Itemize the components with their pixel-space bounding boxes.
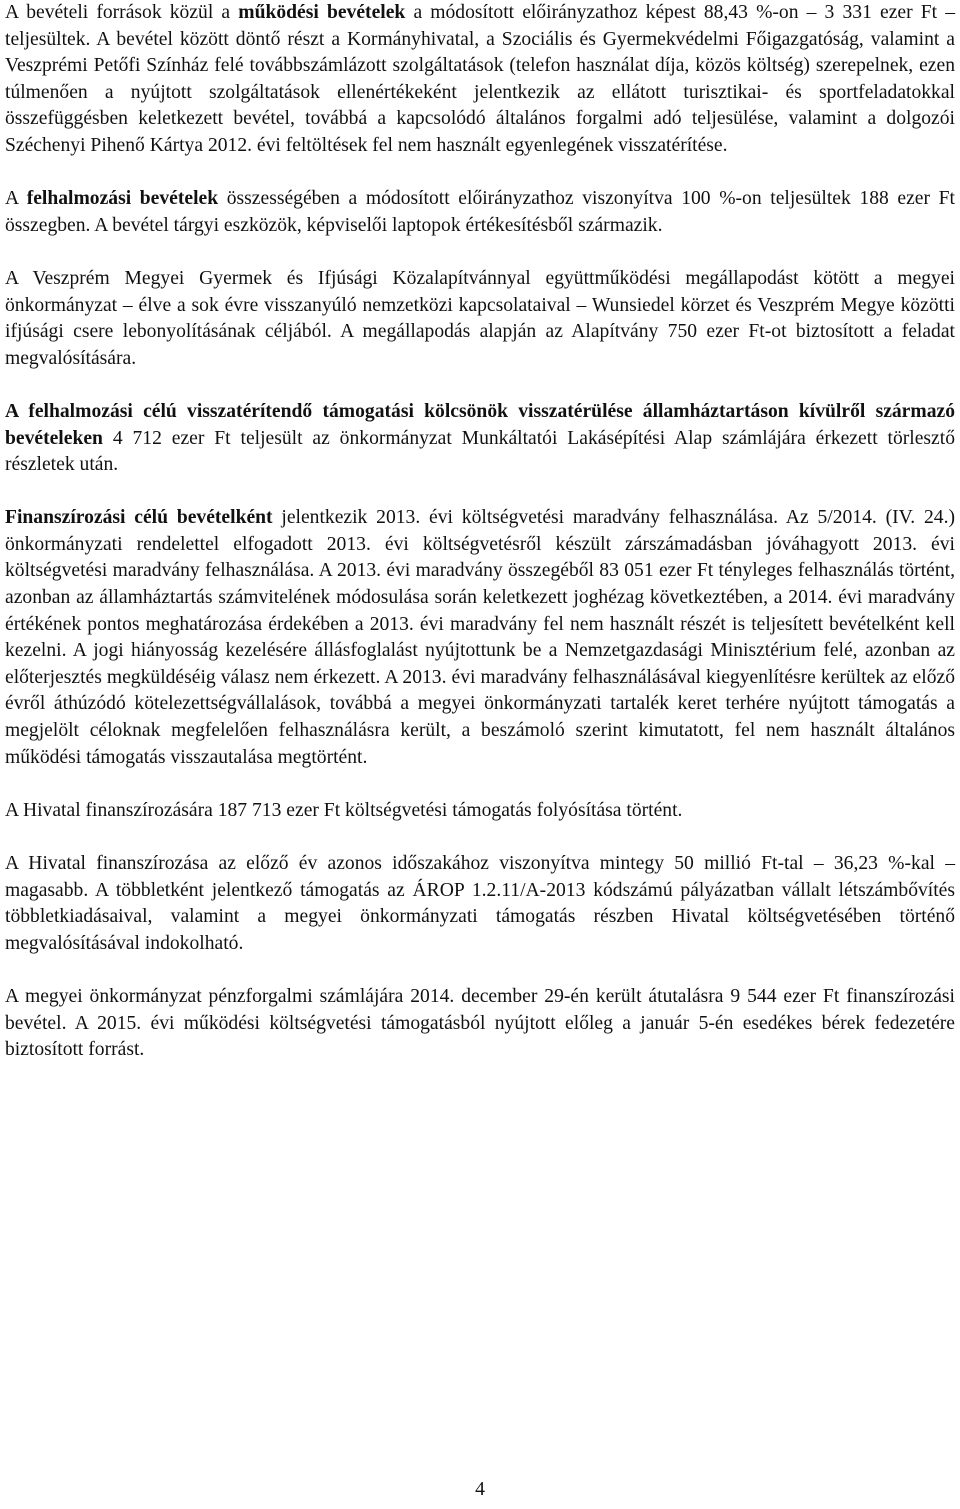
text: 4 712 ezer Ft teljesült az önkormányzat Munkáltatói Lakásépítési Alap számlájára érkezett törlesztő részletek után.: [5, 427, 955, 476]
page-number: 4: [475, 1479, 485, 1500]
text: jelentkezik 2013. évi költségvetési maradvány felhasználása. Az 5/2014. (IV. 24.) önkormányzati rendelettel elfogadott 2013. évi költségvetésről készült zárszámadásban jóváhagyott 2013. évi költségvetési maradvány felhasználása. A 2013. évi maradvány összegéből 83 051 ezer Ft tényleges felhasználás történt, azonban az államháztartás számvitelének módosulása során keletkezett joghézag következtében, a 2014. évi maradvány értékének pontos meghatározása érdekében a 2013. évi maradvány fel nem használt részét is teljesített bevételként kell kezelni. A jogi hiányosság kezelésére állásfoglalást nyújtottunk be a Nemzetgazdasági Minisztérium felé, azonban az előterjesztés megküldéséig válasz nem érkezett. A 2013. évi maradvány felhasználásával kiegyenlítésre kerültek az előző évről áthúzódó kötelezettségvállalások, továbbá a megyei önkormányzati tartalék keret terhére nyújtott támogatás a megjelölt céloknak megfelelően felhasználásra került, a beszámoló szerint kimutatott, fel nem használt általános működési támogatás visszautalása megtörtént.: [5, 507, 955, 768]
text: A Hivatal finanszírozása az előző év azonos időszakához viszonyítva mintegy 50 millió Ft-tal – 36,23 %-kal – magasabb. A többletként jelentkező támogatás az ÁROP 1.2.11/A-2013 kódszámú pályázatban vállalt létszámbővítés többletkiadásaival, valamint a megyei önkormányzati támogatás részben Hivatal költségvetésében történő megvalósításával indokolható.: [5, 853, 955, 954]
paragraph-office-financing-increase: [5, 851, 955, 957]
paragraph-capital-revenues: [5, 186, 955, 239]
text: A megyei önkormányzat pénzforgalmi számlájára 2014. december 29-én került átutalásra 9 544 ezer Ft finanszírozási bevétel. A 2015. évi működési költségvetési támogatásból nyújtott előleg a január 5-én esedékes bérek fedezetére biztosított forrást.: [5, 985, 955, 1061]
text: a módosított előirányzathoz képest 88,43 %-on – 3 331 ezer Ft – teljesültek. A bevétel között döntő részt a Kormányhivatal, a Szociális és Gyermekvédelmi Főigazgatóság, valamint a Veszprémi Petőfi Színház felé továbbszámlázott szolgáltatások (telefon használat díja, közös költség) szerepelnek, ezen túlmenően a nyújtott szolgáltatások ellenértékeként jelentkezik az ellátott turisztikai- és sportfeladatokkal összefüggésben keletkezett bevétel, továbbá a kapcsolódó általános forgalmi adó teljesülése, valamint a dolgozói Széchenyi Pihenő Kártya 2012. évi feltöltések fel nem használt egyenlegének visszatérítése.: [5, 2, 956, 156]
paragraph-loan-repayment: [5, 399, 955, 479]
text: A bevételi források közül a: [5, 2, 239, 23]
bold-term: Finanszírozási célú bevételként: [5, 507, 273, 529]
bold-term: működési bevételek: [238, 2, 406, 23]
bold-term: A felhalmozási célú visszatérítendő támogatási kölcsönök visszatérülése államháztartáson kívülről származó bevételeken: [5, 400, 955, 449]
text: A Hivatal finanszírozására 187 713 ezer Ft költségvetési támogatás folyósítása történt.: [5, 799, 683, 821]
document-page: [5, 0, 955, 1064]
paragraph-advance-transfer: [5, 984, 955, 1064]
paragraph-operating-revenues: [5, 0, 955, 160]
text: A Veszprém Megyei Gyermek és Ifjúsági Közalapítvánnyal együttműködési megállapodást kötött a megyei önkormányzat – élve a sok évre visszanyúló nemzetközi kapcsolataival – Wunsiedel körzet és Veszprém Megye közötti ifjúsági csere lebonyolításának céljából. A megállapodás alapján az Alapítvány 750 ezer Ft-ot biztosított a feladat megvalósítására.: [5, 267, 955, 369]
bold-term: felhalmozási bevételek: [26, 188, 219, 210]
text: A: [5, 188, 27, 210]
text: összességében a módosított előirányzathoz viszonyítva 100 %-on teljesültek 188 ezer Ft összegben. A bevétel tárgyi eszközök, képviselői laptopok értékesítésből származik.: [5, 188, 955, 236]
paragraph-financing-revenues: [5, 505, 955, 771]
paragraph-office-financing: [5, 798, 955, 825]
paragraph-foundation-agreement: [5, 266, 955, 372]
